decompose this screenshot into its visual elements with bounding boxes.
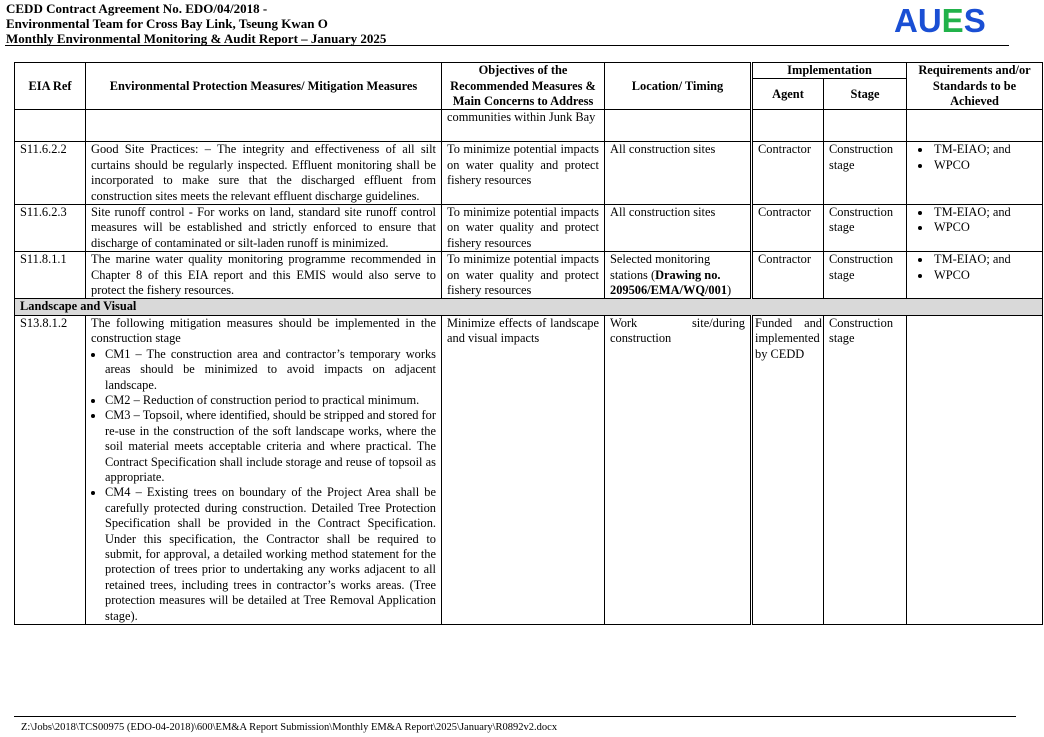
agent-cell: Funded and implemented by CEDD bbox=[752, 315, 824, 624]
contract-line: CEDD Contract Agreement No. EDO/04/2018 - bbox=[6, 1, 268, 16]
objective-cell: To minimize potential impacts on water quality and protect fishery resources bbox=[442, 142, 605, 205]
drawing-reference: Drawing no. 209506/EMA/WQ/001 bbox=[610, 267, 728, 298]
table-row bbox=[15, 205, 1043, 252]
col-header-stage: Stage bbox=[824, 79, 907, 110]
objective-cell: To minimize potential impacts on water quality and protect fishery resources bbox=[442, 205, 605, 252]
location-cell: All construction sites bbox=[605, 142, 752, 205]
section-title: Landscape and Visual bbox=[15, 299, 1043, 315]
requirement-item: • WPCO bbox=[932, 158, 1037, 173]
location-cell: Work site/during construction bbox=[605, 315, 752, 624]
eia-ref-cell: S11.6.2.2 bbox=[15, 142, 86, 205]
aues-logo: AUES bbox=[894, 2, 986, 39]
col-header-implementation: Implementation bbox=[752, 63, 907, 79]
col-header-objectives: Objectives of the Recommended Measures & Main Concerns to Address bbox=[442, 63, 605, 110]
stage-cell: Construction stage bbox=[824, 252, 907, 299]
measure-list bbox=[91, 347, 436, 624]
col-header-requirements: Requirements and/or Standards to be Achieved bbox=[907, 63, 1043, 110]
continuation-row bbox=[15, 110, 1043, 142]
eia-ref-cell: S11.8.1.1 bbox=[15, 252, 86, 299]
eia-ref-cell: S11.6.2.3 bbox=[15, 205, 86, 252]
eia-ref-cell: S13.8.1.2 bbox=[15, 315, 86, 624]
col-header-measures: Environmental Protection Measures/ Mitigation Measures bbox=[86, 63, 442, 110]
report-header bbox=[6, 1, 386, 46]
mitigation-measures-table bbox=[14, 62, 1043, 625]
requirements-list bbox=[912, 252, 1037, 283]
requirement-item: • TM-EIAO; and bbox=[932, 205, 1037, 220]
measure-cell: Site runoff control - For works on land, standard site runoff control measures will be established and strictly enforced to ensure that discharge of contaminated or silt-laden runoff is minimized. bbox=[86, 205, 442, 252]
table-row bbox=[15, 315, 1043, 624]
file-path: Z:\Jobs\2018\TCS00975 (EDO-04-2018)\600\EM&A Report Submission\Monthly EM&A Report\2025\January\R0892v2.docx bbox=[21, 722, 558, 733]
col-header-agent: Agent bbox=[752, 79, 824, 110]
measure-item: • CM2 – Reduction of construction period to practical minimum. bbox=[105, 393, 436, 408]
report-title: Monthly Environmental Monitoring & Audit Report – January 2025 bbox=[6, 31, 387, 46]
agent-cell: Contractor bbox=[752, 252, 824, 299]
requirements-cell bbox=[907, 315, 1043, 624]
measure-item: • CM3 – Topsoil, where identified, should be stripped and stored for re-use in the construction of the soft landscape works, where the soil material meets acceptable criteria and where practical. The Contract Specification shall include storage and reuse of topsoil as appropriate. bbox=[105, 408, 436, 485]
agent-cell: Contractor bbox=[752, 205, 824, 252]
requirements-cell bbox=[907, 142, 1043, 205]
table-row bbox=[15, 252, 1043, 299]
requirement-item: • WPCO bbox=[932, 268, 1037, 283]
stage-cell: Construction stage bbox=[824, 315, 907, 624]
requirements-cell bbox=[907, 252, 1043, 299]
stage-cell: Construction stage bbox=[824, 205, 907, 252]
continued-objective: communities within Junk Bay bbox=[442, 110, 605, 142]
col-header-eia-ref: EIA Ref bbox=[15, 63, 86, 110]
section-header-row bbox=[15, 299, 1043, 315]
measure-cell: The marine water quality monitoring programme recommended in Chapter 8 of this EIA report and this EMIS would also serve to protect the fishery resources. bbox=[86, 252, 442, 299]
measure-item: • CM1 – The construction area and contractor’s temporary works areas should be minimized to avoid impacts on adjacent landscape. bbox=[105, 347, 436, 393]
requirements-cell bbox=[907, 205, 1043, 252]
col-header-location: Location/ Timing bbox=[605, 63, 752, 110]
measure-cell: Good Site Practices: – The integrity and effectiveness of all silt curtains should be regularly inspected. Effluent monitoring shall be incorporated to make sure that the discharged effluent from construction sites meets the relevant effluent discharge guidelines. bbox=[86, 142, 442, 205]
header-divider bbox=[5, 45, 1009, 46]
objective-cell: Minimize effects of landscape and visual impacts bbox=[442, 315, 605, 624]
stage-cell: Construction stage bbox=[824, 142, 907, 205]
requirements-list bbox=[912, 205, 1037, 236]
requirement-item: • WPCO bbox=[932, 220, 1037, 235]
footer-divider bbox=[14, 716, 1016, 717]
measure-item: • CM4 – Existing trees on boundary of the Project Area shall be carefully protected during construction. Detailed Tree Protection Specification shall be provided in the Contract Specification. Under this specification, the Contractor shall be required to submit, for approval, a detailed working method statement for the protection of trees prior to undertaking any works adjacent to all retained trees, including trees in contractor’s works areas. (Tree protection measures will be detailed at Tree Removal Application stage). bbox=[105, 485, 436, 624]
table-row bbox=[15, 142, 1043, 205]
header-row-1 bbox=[15, 63, 1043, 79]
team-line: Environmental Team for Cross Bay Link, Tseung Kwan O bbox=[6, 16, 328, 31]
measure-intro: The following mitigation measures should be implemented in the construction stage bbox=[91, 315, 436, 346]
requirements-list bbox=[912, 142, 1037, 173]
measure-cell bbox=[86, 315, 442, 624]
location-cell: All construction sites bbox=[605, 205, 752, 252]
agent-cell: Contractor bbox=[752, 142, 824, 205]
requirement-item: • TM-EIAO; and bbox=[932, 142, 1037, 157]
requirement-item: • TM-EIAO; and bbox=[932, 252, 1037, 267]
objective-cell: To minimize potential impacts on water quality and protect fishery resources bbox=[442, 252, 605, 299]
location-cell: Selected monitoring stations (Drawing no. 209506/EMA/WQ/001) bbox=[605, 252, 752, 299]
